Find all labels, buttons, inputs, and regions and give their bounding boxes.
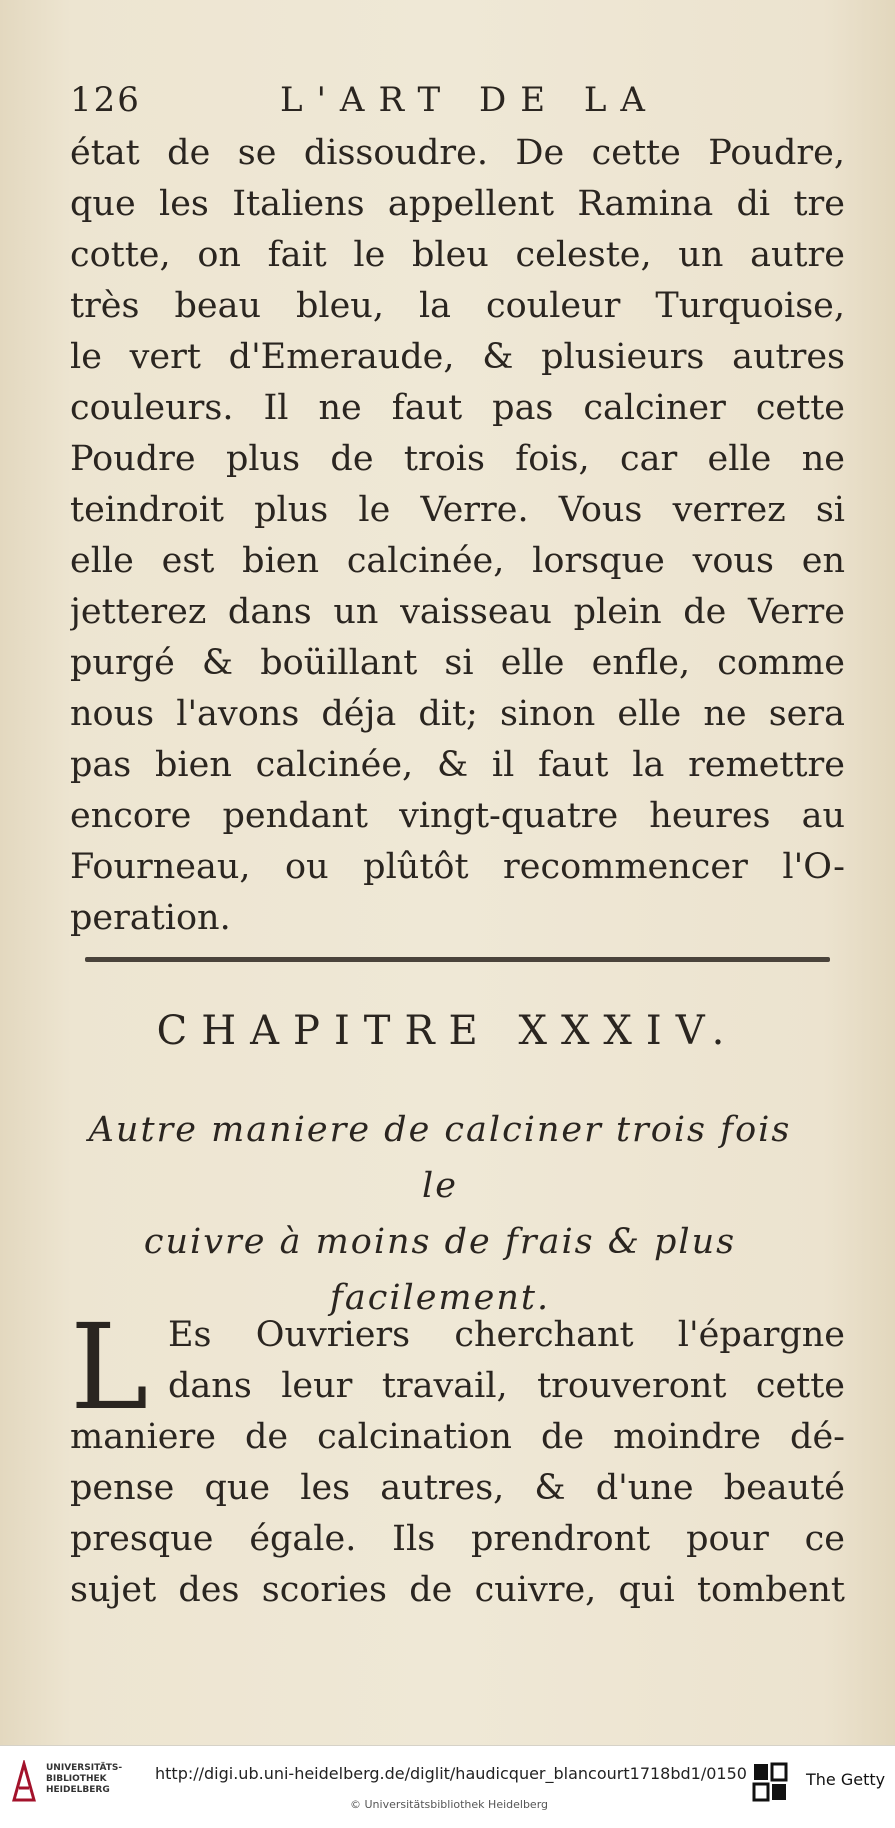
text-line: cotte, on fait le bleu celeste, un autre bbox=[70, 235, 845, 275]
getty-logo-icon bbox=[752, 1762, 790, 1802]
text-line: presque égale. Ils prendront pour ce bbox=[70, 1519, 845, 1559]
paragraph-1 bbox=[70, 128, 845, 944]
text-line: maniere de calcination de moindre dé- bbox=[70, 1417, 845, 1457]
text-line: le vert d'Emeraude, & plusieurs autres bbox=[70, 337, 845, 377]
copyright-notice: © Universitätsbibliothek Heidelberg bbox=[350, 1798, 549, 1811]
text-line: teindroit plus le Verre. Vous verrez si bbox=[70, 490, 845, 530]
text-line: état de se dissoudre. De cette Poudre, bbox=[70, 133, 845, 173]
chapter-subtitle bbox=[80, 1102, 800, 1326]
text-line: Es Ouvriers cherchant l'épargne bbox=[168, 1315, 845, 1355]
subtitle-line: facilement. bbox=[329, 1278, 551, 1318]
text-line: pense que les autres, & d'une beauté bbox=[70, 1468, 845, 1508]
text-line: pas bien calcinée, & il faut la remettre bbox=[70, 745, 845, 785]
text-line: sujet des scories de cuivre, qui tombent bbox=[70, 1570, 845, 1610]
viewer-footer bbox=[0, 1745, 895, 1828]
section-rule bbox=[85, 957, 830, 962]
text-line: couleurs. Il ne faut pas calciner cette bbox=[70, 388, 845, 428]
subtitle-line: cuivre à moins de frais & plus bbox=[143, 1222, 737, 1262]
subtitle-line: Autre maniere de calciner trois fois le bbox=[88, 1110, 792, 1206]
drop-cap: L bbox=[70, 1298, 149, 1436]
text-line: Fourneau, ou plûtôt recommencer l'O- bbox=[70, 847, 845, 887]
text-line: elle est bien calcinée, lorsque vous en bbox=[70, 541, 845, 581]
chapter-title: CHAPITRE XXXIV. bbox=[156, 1008, 739, 1054]
text-line: Poudre plus de trois fois, car elle ne bbox=[70, 439, 845, 479]
running-head: L'ART DE LA bbox=[280, 80, 659, 120]
text-line: que les Italiens appellent Ramina di tre bbox=[70, 184, 845, 224]
text-line: jetterez dans un vaisseau plein de Verre bbox=[70, 592, 845, 632]
university-library-logo-icon bbox=[10, 1760, 38, 1804]
text-line: peration. bbox=[70, 898, 231, 938]
page-number: 126 bbox=[70, 80, 141, 120]
library-name: UNIVERSITÄTS- BIBLIOTHEK HEIDELBERG bbox=[46, 1763, 123, 1795]
text-line: purgé & boüillant si elle enfle, comme bbox=[70, 643, 845, 683]
text-line: très beau bleu, la couleur Turquoise, bbox=[70, 286, 845, 326]
text-line: nous l'avons déja dit; sinon elle ne sera bbox=[70, 694, 845, 734]
page-header bbox=[70, 80, 830, 130]
getty-label: The Getty bbox=[806, 1770, 886, 1789]
source-url-link[interactable]: http://digi.ub.uni-heidelberg.de/diglit/haudicquer_blancourt1718bd1/0150 bbox=[155, 1764, 747, 1783]
text-line: encore pendant vingt-quatre heures au bbox=[70, 796, 845, 836]
text-line: dans leur travail, trouveront cette bbox=[168, 1366, 845, 1406]
